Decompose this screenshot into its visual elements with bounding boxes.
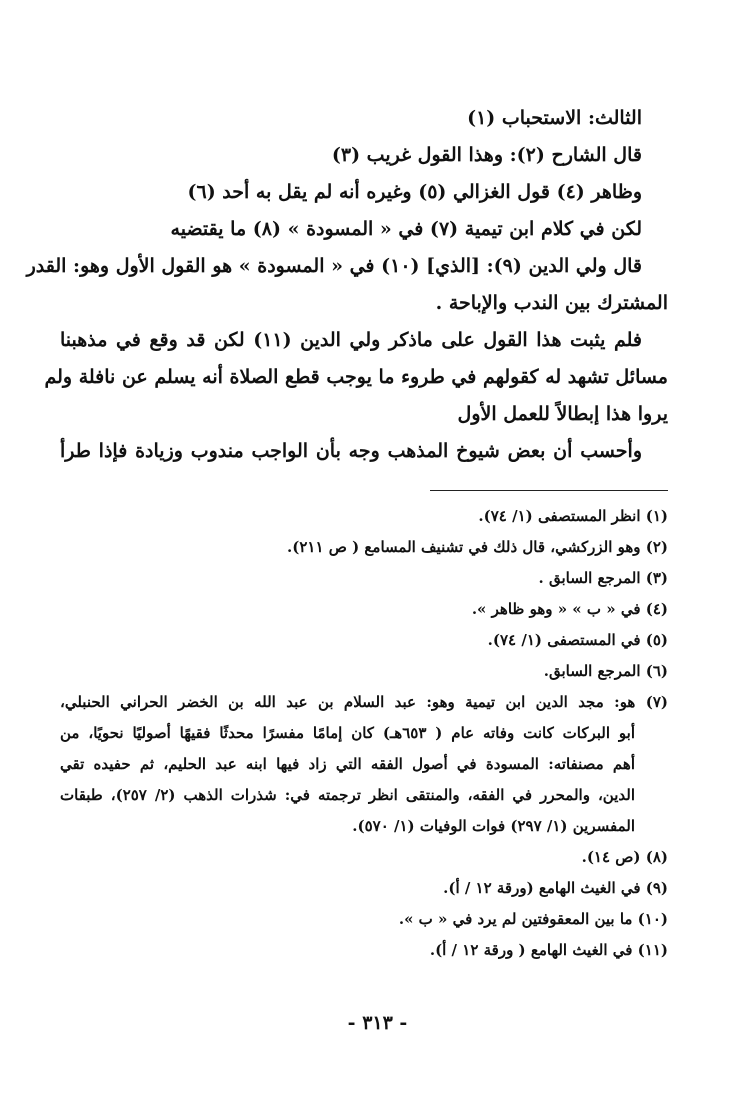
footnote-line: المفسرين (١/ ٢٩٧) فوات الوفيات (١/ ٥٧٠). [352, 817, 635, 835]
footnote-line: (٩) في الغيث الهامع (ورقة ١٢ / أ). [443, 879, 668, 897]
footnote-line: (٢) وهو الزركشي، قال ذلك في تشنيف المسامع ( ص ٢١١). [287, 538, 668, 556]
footnote-separator [430, 490, 668, 491]
main-line: وأحسب أن بعض شيوخ المذهب وجه بأن الواجب مندوب وزيادة فإذا طرأ [60, 440, 642, 462]
main-line: قال الشارح (٢): وهذا القول غريب (٣) [331, 144, 642, 166]
main-line: لكن في كلام ابن تيمية (٧) في « المسودة » (٨) ما يقتضيه [170, 218, 642, 240]
footnote-line: الدين، والمحرر في الفقه، والمنتقى انظر ترجمته في: شذرات الذهب (٢/ ٢٥٧)، طبقات [60, 786, 636, 804]
footnote-line: أبو البركات كانت وفاته عام ( ٦٥٣هـ) كان إمامًا مفسرًا محدثًا فقيهًا أصوليًا نحويًا، من [60, 724, 635, 742]
main-line: وظاهر (٤) قول الغزالي (٥) وغيره أنه لم يقل به أحد (٦) [187, 181, 642, 203]
main-line: فلم يثبت هذا القول على ماذكر ولي الدين (١١) لكن قد وقع في مذهبنا [60, 329, 642, 351]
page-number: - ٣١٣ - [347, 1012, 408, 1034]
footnote-line: (٣) المرجع السابق . [538, 569, 668, 587]
footnotes [60, 501, 668, 966]
footnote-line: (٥) في المستصفى (١/ ٧٤). [487, 631, 668, 649]
document-page [26, 100, 668, 1100]
main-line: يروا هذا إبطالاً للعمل الأول [457, 403, 668, 425]
footnote-line: (١) انظر المستصفى (١/ ٧٤). [478, 507, 668, 525]
footnote-line: (١٠) ما بين المعقوفتين لم يرد في « ب ». [398, 910, 668, 928]
footnote-line: (٤) في « ب » « وهو ظاهر ». [471, 600, 668, 618]
main-text [26, 100, 668, 470]
footnote-line: أهم مصنفاته: المسودة في أصول الفقه التي زاد فيها ابنه عبد الحليم، ثم حفيده تقي [60, 755, 635, 773]
main-line: الثالث: الاستحباب (١) [467, 107, 642, 129]
main-line: مسائل تشهد له كقولهم في طروء ما يوجب قطع الصلاة أنه يسلم عن نافلة ولم [44, 366, 668, 388]
main-line: قال ولي الدين (٩): [الذي] (١٠) في « المسودة » هو القول الأول وهو: القدر [26, 255, 642, 277]
footnote-line: (٦) المرجع السابق. [543, 662, 668, 680]
footnote-line: (١١) في الغيث الهامع ( ورقة ١٢ / أ). [429, 941, 668, 959]
main-line: المشترك بين الندب والإباحة . [435, 292, 668, 314]
footnote-line: (٧) هو: مجد الدين ابن تيمية وهو: عبد السلام بن عبد الله بن الخضر الحراني الحنبلي، [60, 693, 668, 711]
footnote-line: (٨) (ص ١٤). [581, 848, 668, 866]
